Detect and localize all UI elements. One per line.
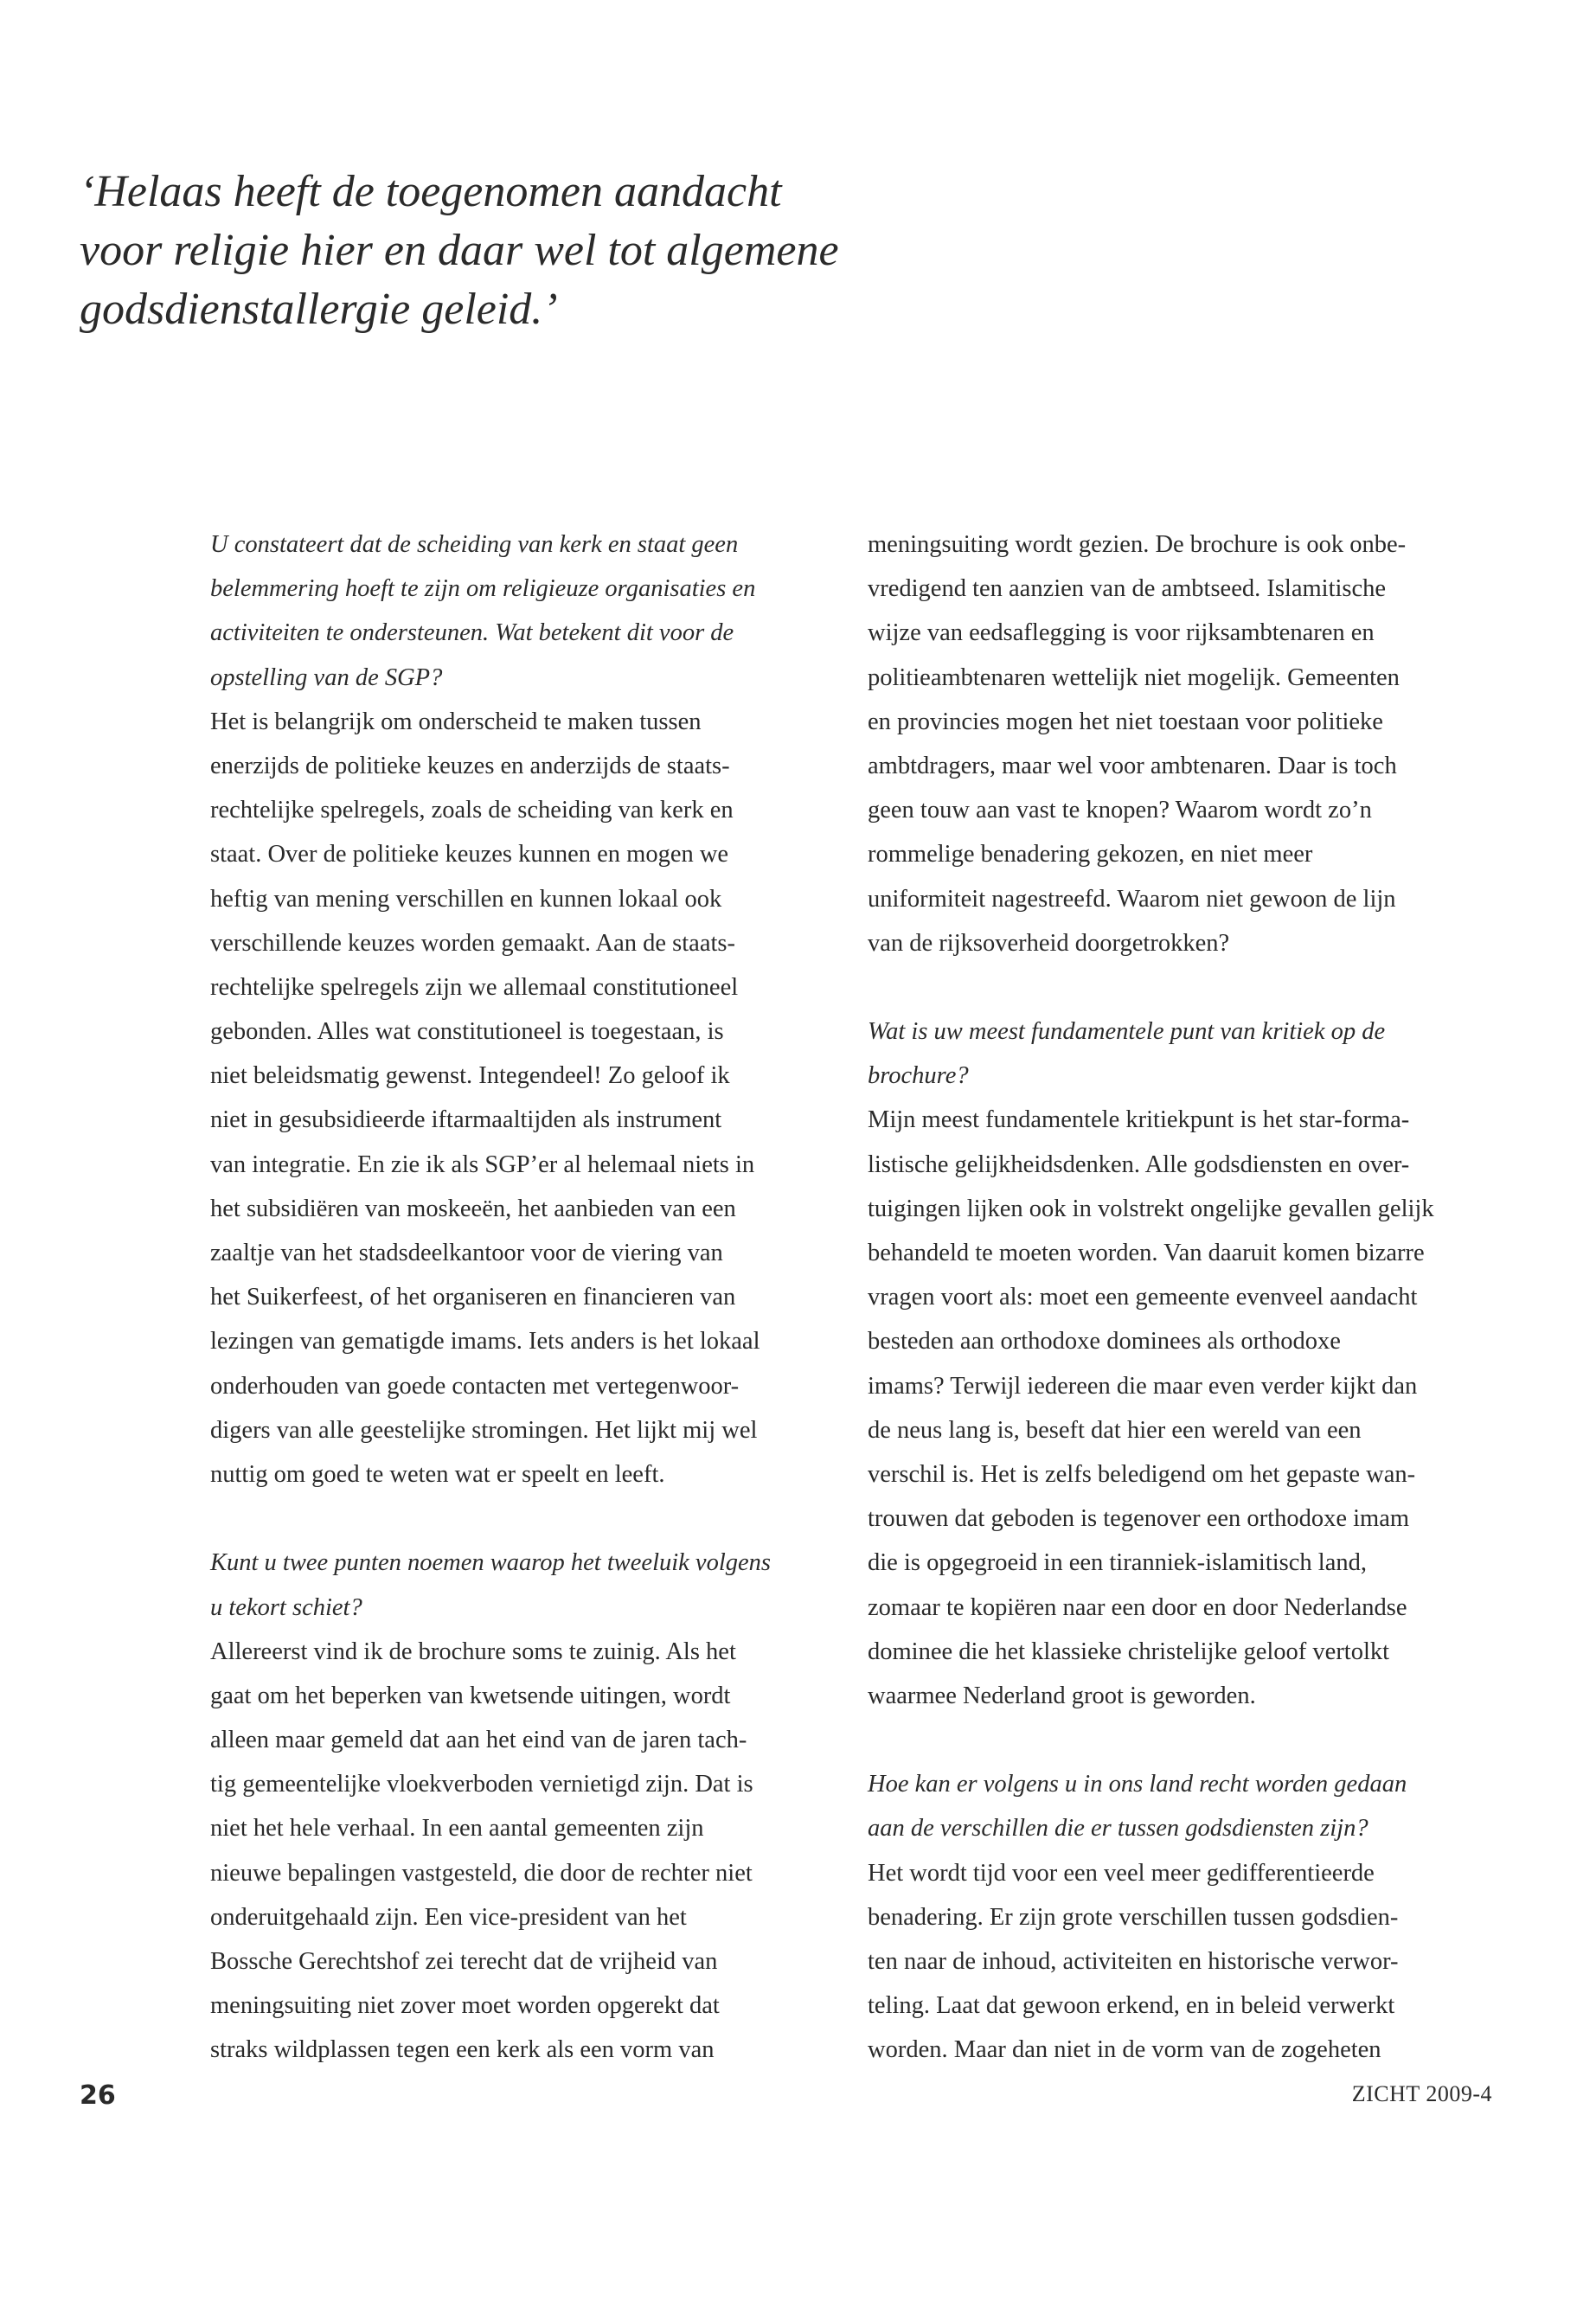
text-line: wijze van eedsaflegging is voor rijksambtenaren en <box>868 619 1375 647</box>
text-line: niet beleidsmatig gewenst. Integendeel! Zo geloof ik <box>210 1062 730 1090</box>
text-line: U constateert dat de scheiding van kerk en staat geen <box>210 531 739 558</box>
page-number: 26 <box>80 2080 116 2111</box>
text-line: niet het hele verhaal. In een aantal gemeenten zijn <box>210 1815 704 1843</box>
text-line: aan de verschillen die er tussen godsdiensten zijn? <box>868 1815 1368 1843</box>
text-line: geen touw aan vast te knopen? Waarom wordt zo’n <box>868 797 1372 824</box>
text-line: imams? Terwijl iedereen die maar even verder kijkt dan <box>868 1372 1418 1400</box>
paragraph-gap <box>868 1718 1490 1762</box>
text-line: gaat om het beperken van kwetsende uitingen, wordt <box>210 1682 731 1709</box>
interview-answer <box>868 522 1490 965</box>
issue-label: ZICHT 2009-4 <box>1351 2081 1492 2106</box>
text-line: staat. Over de politieke keuzes kunnen en mogen we <box>210 841 729 868</box>
text-line: ambtdragers, maar wel voor ambtenaren. Daar is toch <box>868 752 1397 779</box>
text-line: rechtelijke spelregels, zoals de scheiding van kerk en <box>210 797 734 824</box>
text-line: verschillende keuzes worden gemaakt. Aan de staats- <box>210 929 735 957</box>
text-line: u tekort schiet? <box>210 1593 362 1621</box>
text-line: uniformiteit nagestreefd. Waarom niet gewoon de lijn <box>868 885 1396 913</box>
text-line: Wat is uw meest fundamentele punt van kritiek op de <box>868 1018 1386 1046</box>
interview-question <box>210 522 833 700</box>
text-line: opstelling van de SGP? <box>210 663 443 691</box>
interview-answer <box>210 700 833 1497</box>
text-line: nieuwe bepalingen vastgesteld, die door de rechter niet <box>210 1859 753 1887</box>
text-line: besteden aan orthodoxe dominees als orthodoxe <box>868 1328 1341 1356</box>
text-line: straks wildplassen tegen een kerk als een vorm van <box>210 2036 715 2064</box>
text-line: de neus lang is, beseft dat hier een wereld van een <box>868 1416 1362 1444</box>
text-line: vredigend ten aanzien van de ambtseed. Islamitische <box>868 575 1387 603</box>
text-line: en provincies mogen het niet toestaan voor politieke <box>868 708 1383 735</box>
text-line: Het is belangrijk om onderscheid te maken tussen <box>210 708 702 735</box>
text-line: onderuitgehaald zijn. Een vice-president van het <box>210 1903 687 1931</box>
text-line: politieambtenaren wettelijk niet mogelijk. Gemeenten <box>868 663 1400 691</box>
interview-answer <box>868 1851 1490 2073</box>
text-line: lezingen van gematigde imams. Iets anders is het lokaal <box>210 1328 760 1356</box>
text-line: brochure? <box>868 1062 969 1090</box>
left-column <box>210 522 833 2073</box>
text-line: zomaar te kopiëren naar een door en door Nederlandse <box>868 1593 1407 1621</box>
pull-quote <box>80 163 858 339</box>
text-line: van de rijksoverheid doorgetrokken? <box>868 929 1230 957</box>
text-line: niet in gesubsidieerde iftarmaaltijden als instrument <box>210 1106 722 1134</box>
text-line: listische gelijkheidsdenken. Alle godsdiensten en over- <box>868 1150 1410 1178</box>
text-line: belemmering hoeft te zijn om religieuze organisaties en <box>210 575 756 603</box>
paragraph-gap <box>210 1497 833 1541</box>
text-line: Mijn meest fundamentele kritiekpunt is het star-forma- <box>868 1106 1410 1134</box>
text-line: Allereerst vind ik de brochure soms te zuinig. Als het <box>210 1638 736 1665</box>
text-line: alleen maar gemeld dat aan het eind van de jaren tach- <box>210 1727 747 1754</box>
text-line: verschil is. Het is zelfs beledigend om het gepaste wan- <box>868 1460 1416 1488</box>
interview-question <box>210 1541 833 1629</box>
text-line: ten naar de inhoud, activiteiten en historische verwor- <box>868 1948 1399 1975</box>
text-line: gebonden. Alles wat constitutioneel is toegestaan, is <box>210 1018 724 1046</box>
text-line: worden. Maar dan niet in de vorm van de zogeheten <box>868 2036 1381 2064</box>
text-line: Het wordt tijd voor een veel meer gedifferentieerde <box>868 1859 1375 1887</box>
text-line: trouwen dat geboden is tegenover een orthodoxe imam <box>868 1505 1410 1533</box>
text-line: zaaltje van het stadsdeelkantoor voor de viering van <box>210 1240 723 1266</box>
interview-question <box>868 1009 1490 1098</box>
text-line: rommelige benadering gekozen, en niet meer <box>868 841 1313 868</box>
text-line: nuttig om goed te weten wat er speelt en leeft. <box>210 1460 665 1488</box>
text-line: meningsuiting niet zover moet worden opgerekt dat <box>210 1992 720 2020</box>
right-column <box>868 522 1490 2073</box>
text-line: heftig van mening verschillen en kunnen lokaal ook <box>210 885 722 913</box>
text-line: vragen voort als: moet een gemeente evenveel aandacht <box>868 1284 1418 1311</box>
text-line: die is opgegroeid in een tiranniek-islamitisch land, <box>868 1549 1367 1577</box>
text-line: rechtelijke spelregels zijn we allemaal constitutioneel <box>210 973 739 1001</box>
paragraph-gap <box>868 965 1490 1009</box>
text-line: onderhouden van goede contacten met vertegenwoor- <box>210 1372 740 1400</box>
text-line: waarmee Nederland groot is geworden. <box>868 1682 1256 1709</box>
text-line: behandeld te moeten worden. Van daaruit komen bizarre <box>868 1240 1425 1266</box>
interview-question <box>868 1762 1490 1850</box>
text-line: meningsuiting wordt gezien. De brochure is ook onbe- <box>868 531 1407 558</box>
text-line: Kunt u twee punten noemen waarop het tweeluik volgens <box>210 1549 771 1577</box>
text-line: activiteiten te ondersteunen. Wat betekent dit voor de <box>210 619 734 647</box>
text-line: tig gemeentelijke vloekverboden vernietigd zijn. Dat is <box>210 1771 753 1798</box>
text-line: tuigingen lijken ook in volstrekt ongelijke gevallen gelijk <box>868 1195 1434 1222</box>
text-line: het subsidiëren van moskeeën, het aanbieden van een <box>210 1195 736 1222</box>
pull-quote-line: voor religie hier en daar wel tot algemene <box>80 226 839 275</box>
text-line: van integratie. En zie ik als SGP’er al helemaal niets in <box>210 1150 755 1178</box>
pull-quote-line: ‘Helaas heeft de toegenomen aandacht <box>80 167 782 216</box>
text-line: dominee die het klassieke christelijke geloof vertolkt <box>868 1638 1390 1665</box>
pull-quote-line: godsdienstallergie geleid.’ <box>80 285 558 334</box>
text-line: het Suikerfeest, of het organiseren en financieren van <box>210 1284 736 1311</box>
text-line: digers van alle geestelijke stromingen. Het lijkt mij wel <box>210 1416 758 1444</box>
text-line: Hoe kan er volgens u in ons land recht worden gedaan <box>868 1771 1407 1798</box>
text-line: Bossche Gerechtshof zei terecht dat de vrijheid van <box>210 1948 718 1975</box>
text-line: enerzijds de politieke keuzes en anderzijds de staats- <box>210 752 730 779</box>
interview-answer <box>210 1630 833 2073</box>
interview-answer <box>868 1098 1490 1718</box>
text-line: benadering. Er zijn grote verschillen tussen godsdien- <box>868 1903 1399 1931</box>
text-line: teling. Laat dat gewoon erkend, en in beleid verwerkt <box>868 1992 1395 2020</box>
